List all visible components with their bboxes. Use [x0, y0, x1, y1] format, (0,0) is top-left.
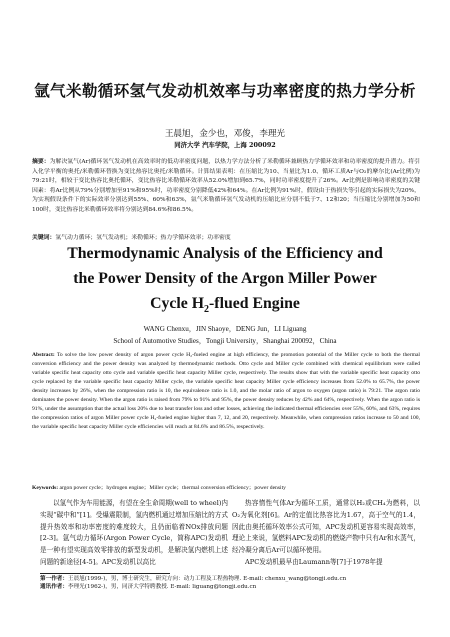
english-affiliation: School of Automotive Studies，Tongji University，Shanghai 200092，China — [113, 337, 337, 345]
body-paragraph: APC发动机最早由Laumann等[7]于1978年提 — [245, 557, 383, 566]
first-author-text: 王晨旭(1999-)，男，博士研究生，研究方向：动力工程及工程热物理. E-mail: chenxu_wang@tongji.edu.cn — [67, 576, 347, 582]
english-abstract-label: Abstract: — [32, 352, 55, 358]
english-abstract — [32, 351, 420, 432]
english-title — [30, 241, 420, 322]
english-abstract-text: To solve the low power density of argon power cycle H₂-fueled engine at high efficiency, the promotion potential of the Miller cycle to both the thermal conversion efficiency and the power density was analyzed by thermodynamic methods. Otto cycle and Miller cycle combined with chemical equilibrium were called variable specific heat capacity otto cycle and variable specific heat capacity Miller cycle, respectively. The results show that with the variable specific heat capacity otto cycle replaced by the variable specific heat capacity Miller cycle, the variable specific heat capacity Miller cycle efficiency increases from 52.0% to 65.7%, the power density increases by 26%, when the compression ratio is 10, the equivalence ratio is 1.0, and the molar ratio of argon to oxygen (argon ratio) is 79:21. The argon ratio dominates the power density. When the argon ratio is raised from 79% to 91% and 95%, the power density reduces by 42% and 64%, respectively. When the argon ratio is 91%, under the assumption that the actual loss 20% due to heat transfer loss and other losses, achieving the indicated thermal efficiencies over 55%, 60%, and 63%, requires the compression ratios of argon Miller power cycle H₂-fueled engine higher than 7, 12, and 20, respectively. Meanwhile, when compression ratios increase to 50 and 100, the variable specific heat capacity Miller cycle efficiencies will reach at 84.6% and 86.5%, respectively. — [32, 352, 420, 430]
chinese-affiliation: 同济大学 汽车学院，上海 200092 — [174, 141, 276, 149]
corresponding-author-label: 通讯作者： — [40, 584, 68, 591]
corresponding-author-text: 李理光(1962-)，男，同济大学特聘教授. E-mail: liguang@tongji.edu.cn — [67, 584, 257, 591]
corresponding-author-note — [40, 583, 410, 591]
english-keywords-label: Keywords: — [32, 485, 59, 491]
footnotes — [40, 575, 410, 592]
english-title-line-2: the Power Density of the Argon Miller Power — [73, 270, 377, 287]
footnote-rule — [40, 573, 170, 574]
first-author-note — [40, 575, 410, 583]
english-keywords-text: argon power cycle；hydrogen engine；Miller cycle；thermal conversion efficiency；power density — [59, 485, 286, 491]
body-paragraph: 热容惰性气体Ar为循环工质，通常以H₂或CH₄为燃料，以O₂为氧化剂[6]。Ar的定值比热容比为1.67，高于空气的1.4，因此由奥托循环效率公式可知，APC发动机更容易实现高效率，理论上来说，氢燃料APC发动机的燃烧产物中只有Ar和水蒸气，经冷凝分离后Ar可以循环使用。 — [232, 499, 420, 555]
english-authors: WANG Chenxu，JIN Shaoye，DENG Jun，LI Liguang — [143, 325, 307, 333]
english-title-subscript: 2 — [204, 304, 210, 316]
english-title-line-1: Thermodynamic Analysis of the Efficiency and — [67, 245, 383, 262]
body-column-right — [232, 498, 420, 569]
chinese-authors: 王晨旭，金少也，邓俊，李理光 — [164, 129, 286, 139]
english-title-line-3-b: -flued Engine — [209, 295, 300, 312]
chinese-keywords-text: 氩气动力循环；氢气发动机；米勒循环；热力学循环效率；功率密度 — [55, 235, 231, 241]
chinese-title: 氩气米勒循环氢气发动机效率与功率密度的热力学分析 — [34, 82, 416, 100]
first-author-label: 第一作者： — [40, 576, 68, 582]
english-title-line-3-a: Cycle H — [150, 295, 205, 312]
chinese-keywords-label: 关键词： — [32, 235, 56, 241]
body-paragraph: 以氢气作为车用能源，有望在全生命周期(well to wheel)内实现“碳中和”[1]。受爆震限制，氢内燃机通过增加压缩比的方式提升热效率和功率密度的难度较大，且仍面临着NOx排放问题[2-3]。氩气动力循环(Argon Power Cycle，简称APC)发动机是一种有望实现高效零排放的新型发动机，是解决氢内燃机上述问题的新途径[4-5]。APC发动机以高比 — [40, 499, 228, 566]
chinese-abstract-label: 摘要： — [32, 159, 50, 165]
chinese-abstract — [32, 158, 420, 215]
chinese-abstract-text: 为解决氩气(Ar)循环氢气发动机在高效率时的低功率密度问题，以热力学方法分析了米勒循环兼顾热力学循环效率和功率密度的提升潜力。将引入化学平衡的奥托/米勒循环替换为变比热容比奥托/米勒循环。计算结果表明：在压缩比为10、当量比为1.0、循环工质Ar与O₂的摩尔比(Ar比例)为79:21时，相较于变比热容比奥托循环，变比热容比米勒循环效率从52.0%增加到65.7%，同时功率密度提升了26%。Ar比例是影响功率密度的关键因素：将Ar比例从79%分别增加至91%和95%时，功率密度分别降低42%和64%。在Ar比例为91%时，假设由于热损失等引起的实际损失为20%，为实现假设条件下的实际效率分别达到55%、60%和63%，氩气米勒循环氢气发动机的压缩比应分别不低于7、12和20；当压缩比分别增加为50和100时，变比热容比米勒循环效率将分别达到84.6%和86.5%。 — [32, 159, 421, 213]
english-title-line-3 — [30, 291, 420, 322]
body-column-left — [40, 498, 228, 569]
english-keywords — [32, 484, 420, 493]
